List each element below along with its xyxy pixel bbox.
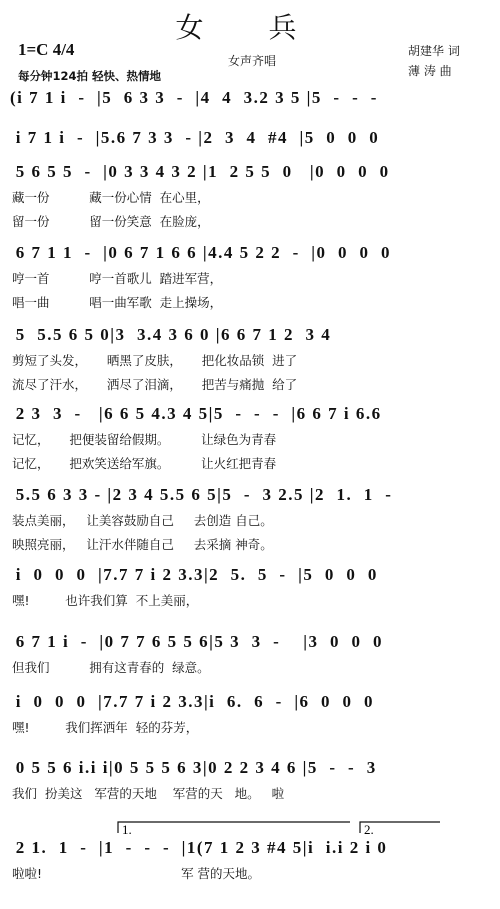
performance-note: 女声齐唱 (228, 54, 277, 68)
lyric-line: 记忆， 把欢笑送给军旗。 让火红把青春 (12, 456, 277, 471)
lyric-line: 嘿! 我们挥洒年 轻的芬芳， (12, 720, 199, 735)
notation-line: 2 3 3 - |6 6 5 4.3 4 5|5 - - - |6 6 7 i 6.6 (10, 404, 382, 423)
notation-line: 5 5.5 6 5 0|3 3.4 3 6 0 |6 6 7 1 2 3 4 (10, 325, 332, 344)
lyric-line: 哼一首 哼一首歌儿 踏进军营， (12, 271, 223, 286)
lyric-line: 剪短了头发， 晒黑了皮肤， 把化妆品锁 进了 (12, 353, 298, 368)
lyric-line: 嘿! 也许我们算 不上美丽， (12, 593, 199, 608)
lyric-line: 但我们 拥有这青春的 绿意。 (12, 660, 210, 675)
lyric-line: 记忆， 把便装留给假期。 让绿色为青春 (12, 432, 277, 447)
lyric-line: 映照亮丽， 让汗水伴随自己 去采摘 神奇。 (12, 537, 273, 552)
lyric-line: 我们 扮美这 军营的天地 军营的天 地。 啦 (12, 786, 285, 801)
notation-line: (i 7 1 i - |5 6 3 3 - |4 4 3.2 3 5 |5 - - - (10, 88, 378, 107)
lyric-line: 装点美丽， 让美容鼓励自己 去创造 自己。 (12, 513, 273, 528)
key-signature: 1=C 4/4 (18, 40, 75, 59)
lyric-line: 唱一曲 唱一曲军歌 走上操场， (12, 295, 223, 310)
composer-credit: 薄 涛 曲 (408, 64, 452, 78)
tempo-marking: 每分钟124拍 轻快、热情地 (18, 69, 162, 83)
notation-line: 0 5 5 6 i.i i|0 5 5 5 6 3|0 2 2 3 4 6 |5 - - 3 (10, 758, 377, 777)
song-title: 女 兵 (175, 11, 325, 44)
notation-line: 6 7 1 1 - |0 6 7 1 6 6 |4.4 5 2 2 - |0 0 0 0 (10, 243, 392, 262)
lyric-line: 啦啦! 军 营的天地。 (12, 866, 261, 881)
volta-2-label: 2. (364, 822, 374, 837)
notation-line: 5.5 6 3 3 - |2 3 4 5.5 6 5|5 - 3 2.5 |2 1. 1 - (10, 485, 393, 504)
notation-line: i 7 1 i - |5.6 7 3 3 - |2 3 4 #4 |5 0 0 0 (10, 128, 380, 147)
notation-line: i 0 0 0 |7.7 7 i 2 3.3|2 5. 5 - |5 0 0 0 (10, 565, 378, 584)
lyric-line: 留一份 留一份笑意 在脸庞， (12, 214, 210, 229)
lyricist-credit: 胡建华 词 (408, 44, 460, 58)
notation-line: 6 7 1 i - |0 7 7 6 5 5 6|5 3 3 - |3 0 0 0 (10, 632, 384, 651)
lyric-line: 流尽了汗水， 洒尽了泪滴， 把苦与痛抛 给了 (12, 377, 298, 392)
lyric-line: 藏一份 藏一份心情 在心里， (12, 190, 210, 205)
volta-1-label: 1. (122, 822, 132, 837)
notation-line: i 0 0 0 |7.7 7 i 2 3.3|i 6. 6 - |6 0 0 0 (10, 692, 375, 711)
notation-line: 2 1. 1 - |1 - - - |1(7 1 2 3 #4 5|i i.i 2 i 0 (10, 838, 388, 857)
notation-line: 5 6 5 5 - |0 3 3 4 3 2 |1 2 5 5 0 |0 0 0 0 (10, 162, 390, 181)
